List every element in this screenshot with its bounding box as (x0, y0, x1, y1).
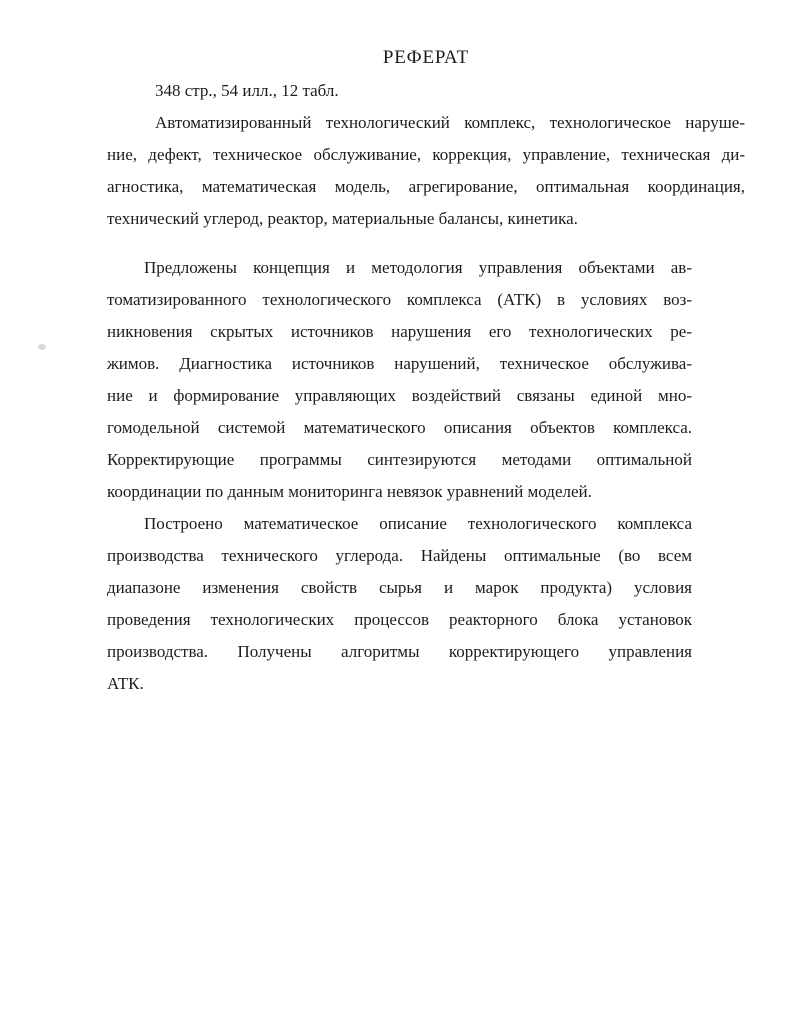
text-line: томатизированного технологического комплекса (АТК) в условиях воз- (107, 290, 692, 309)
text-line: технический углерод, реактор, материальные балансы, кинетика. (107, 209, 578, 228)
text-line: ние, дефект, техническое обслуживание, коррекция, управление, техническая ди- (107, 145, 745, 164)
text-line: Корректирующие программы синтезируются методами оптимальной (107, 450, 692, 469)
text-line: координации по данным мониторинга невязок уравнений моделей. (107, 482, 592, 501)
page-title: РЕФЕРАТ (382, 47, 470, 68)
text-line: агностика, математическая модель, агрегирование, оптимальная координация, (107, 177, 745, 196)
text-line: ние и формирование управляющих воздействий связаны единой мно- (107, 386, 692, 405)
text-line: Построено математическое описание технологического комплекса (144, 514, 692, 533)
stats-line: 348 стр., 54 илл., 12 табл. (155, 81, 339, 100)
text-line: диапазоне изменения свойств сырья и марок продукта) условия (107, 578, 692, 597)
scan-artifact-dot (38, 344, 46, 350)
text-line: никновения скрытых источников нарушения его технологических ре- (107, 322, 692, 341)
text-line: Предложены концепция и методология управления объектами ав- (144, 258, 692, 277)
text-line: производства. Получены алгоритмы корректирующего управления (107, 642, 692, 661)
text-line: жимов. Диагностика источников нарушений, техническое обслужива- (107, 354, 692, 373)
text-line: АТК. (107, 674, 144, 693)
abstract-paragraph-1 (107, 252, 692, 508)
text-line: гомодельной системой математического описания объектов комплекса. (107, 418, 692, 437)
keywords-paragraph (107, 107, 745, 235)
text-line: производства технического углерода. Найдены оптимальные (во всем (107, 546, 692, 565)
text-line: проведения технологических процессов реакторного блока установок (107, 610, 692, 629)
text-line: Автоматизированный технологический комплекс, технологическое наруше- (155, 113, 745, 132)
abstract-paragraph-2 (107, 508, 692, 700)
